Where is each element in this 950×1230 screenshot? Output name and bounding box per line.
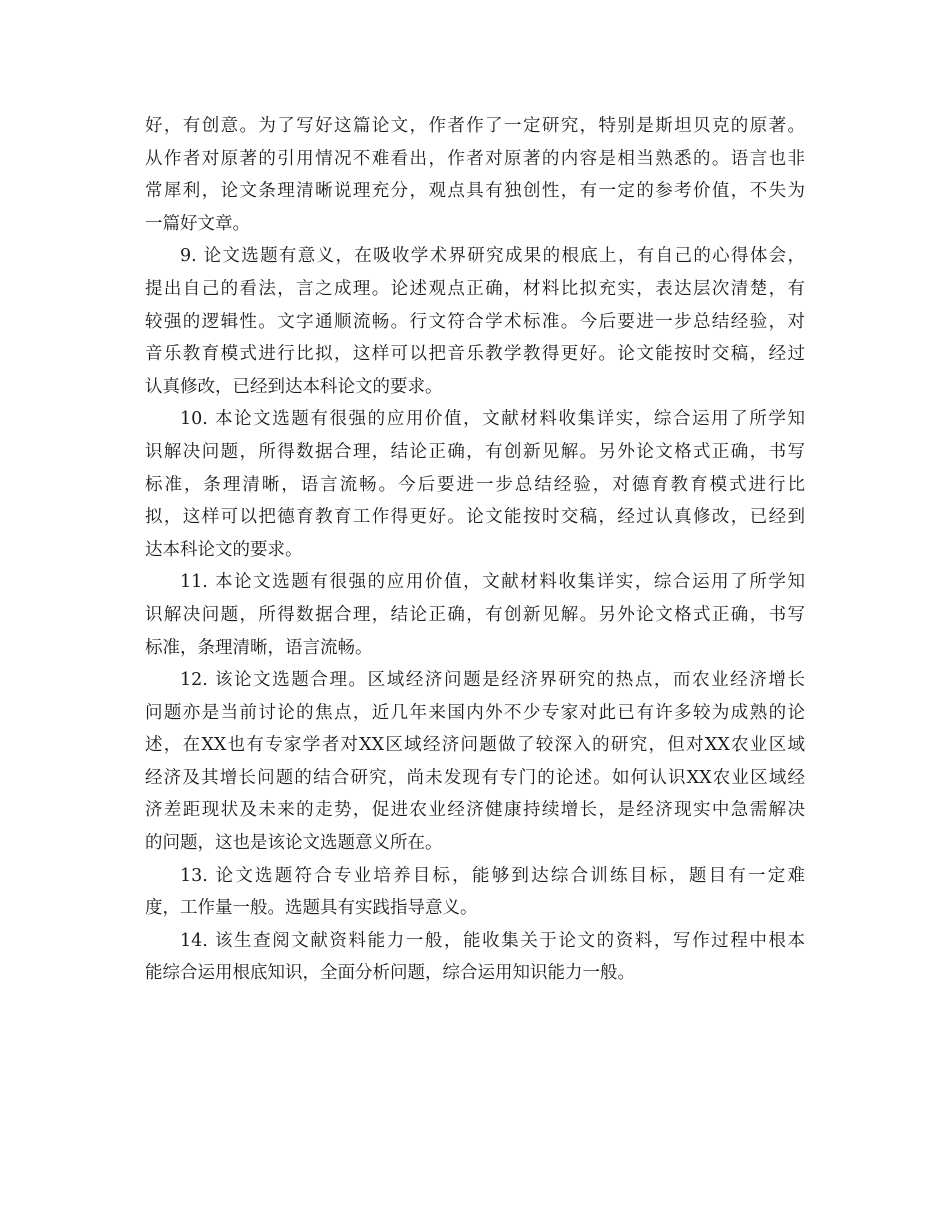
text-line: 12. 该论文选题合理。区域经济问题是经济界研究的热点，而农业经济增长 xyxy=(180,670,805,691)
text-line: 提出自己的看法，言之成理。论述观点正确，材料比拟充实，表达层次清楚，有 xyxy=(145,278,805,299)
text-line: 识解决问题，所得数据合理，结论正确，有创新见解。另外论文格式正确，书写 xyxy=(145,441,805,462)
paragraph-8-continued xyxy=(145,110,805,240)
text-line: 从作者对原著的引用情况不难看出，作者对原著的内容是相当熟悉的。语言也非 xyxy=(145,148,805,169)
text-line: 问题亦是当前讨论的焦点，近几年来国内外不少专家对此已有许多较为成熟的论 xyxy=(145,702,805,723)
text-line: 常犀利，论文条理清晰说理充分，观点具有独创性，有一定的参考价值，不失为 xyxy=(145,181,805,202)
paragraph-14 xyxy=(145,925,805,990)
text-line: 济差距现状及未来的走势，促进农业经济健康持续增长，是经济现实中急需解决 xyxy=(145,800,805,821)
text-line: 拟，这样可以把德育教育工作得更好。论文能按时交稿，经过认真修改，已经到 xyxy=(145,507,805,528)
text-line: 音乐教育模式进行比拟，这样可以把音乐教学教得更好。论文能按时交稿，经过 xyxy=(145,344,805,365)
text-line: 10. 本论文选题有很强的应用价值，文献材料收集详实，综合运用了所学知 xyxy=(180,409,805,430)
text-line: 认真修改，已经到达本科论文的要求。 xyxy=(145,376,443,397)
text-line: 标准，条理清晰，语言流畅。今后要进一步总结经验，对德育教育模式进行比 xyxy=(145,474,805,495)
text-line: 识解决问题，所得数据合理，结论正确，有创新见解。另外论文格式正确，书写 xyxy=(145,604,805,625)
text-line: 述，在XX也有专家学者对XX区域经济问题做了较深入的研究，但对XX农业区域 xyxy=(145,735,805,756)
text-line: 9. 论文选题有意义，在吸收学术界研究成果的根底上，有自己的心得体会， xyxy=(180,246,805,267)
paragraph-11 xyxy=(145,566,805,664)
paragraph-12 xyxy=(145,664,805,860)
text-line: 能综合运用根底知识，全面分析问题，综合运用知识能力一般。 xyxy=(145,963,635,984)
text-line: 14. 该生查阅文献资料能力一般，能收集关于论文的资料，写作过程中根本 xyxy=(180,930,805,951)
text-line: 13. 论文选题符合专业培养目标，能够到达综合训练目标，题目有一定难 xyxy=(180,865,805,886)
paragraph-13 xyxy=(145,860,805,925)
text-line: 的问题，这也是该论文选题意义所在。 xyxy=(145,833,443,854)
paragraph-10 xyxy=(145,403,805,566)
text-line: 经济及其增长问题的结合研究，尚未发现有专门的论述。如何认识XX农业区域经 xyxy=(145,767,805,788)
text-line: 达本科论文的要求。 xyxy=(145,539,303,560)
text-line: 11. 本论文选题有很强的应用价值，文献材料收集详实，综合运用了所学知 xyxy=(180,572,805,593)
text-line: 一篇好文章。 xyxy=(145,213,250,234)
text-line: 度，工作量一般。选题具有实践指导意义。 xyxy=(145,898,478,919)
paragraph-9 xyxy=(145,240,805,403)
document-body xyxy=(145,110,805,990)
text-line: 标准，条理清晰，语言流畅。 xyxy=(145,637,373,658)
text-line: 好，有创意。为了写好这篇论文，作者作了一定研究，特别是斯坦贝克的原著。 xyxy=(145,116,805,136)
text-line: 较强的逻辑性。文字通顺流畅。行文符合学术标准。今后要进一步总结经验，对 xyxy=(145,311,805,332)
